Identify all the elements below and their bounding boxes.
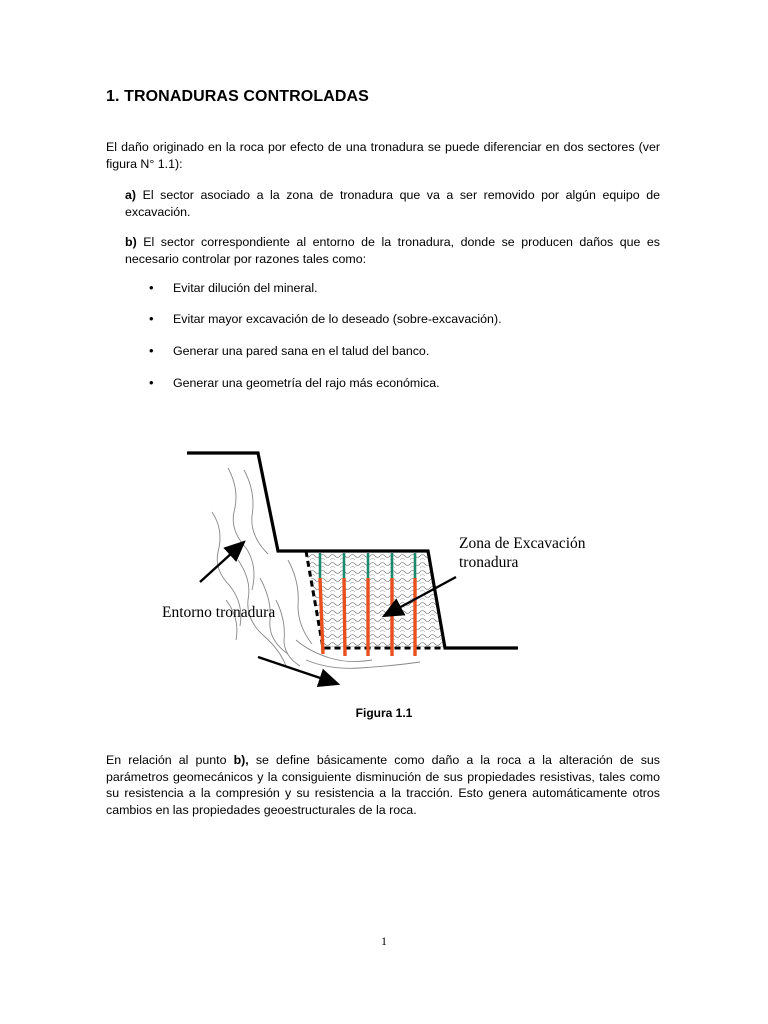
item-a-text: El sector asociado a la zona de tronadura que va a ser removido por algún equipo de excavación. (125, 188, 660, 219)
section-title: 1. TRONADURAS CONTROLADAS (106, 88, 369, 105)
item-b-text: El sector correspondiente al entorno de la tronadura, donde se producen daños que es necesario controlar por razones tales como: (125, 235, 660, 266)
item-a-label: a) (125, 188, 137, 202)
arrow-entorno-down (258, 657, 338, 684)
excavation-zone (306, 551, 445, 648)
bullet-icon: • (149, 343, 154, 358)
bullet-icon: • (149, 375, 154, 390)
item-b-label: b) (125, 235, 137, 249)
label-zona-line2: tronadura (459, 554, 519, 571)
closing-bold: b), (233, 753, 249, 767)
document-page: 1. TRONADURAS CONTROLADAS El daño originado en la roca por efecto de una tronadura se puede diferenciar en dos sectores (ver figura N° 1.1): a) El sector asociado a la zona de tronadura que va a ser removido por algún equipo de excavación. b) El sector correspondiente al entorno de la tronadura, donde se producen daños que es necesario controlar por razones tales como: • Evitar dilución del mineral. • Evitar mayor excavación de lo deseado (sobre-excavación). • Generar una pared sana en el talud del banco. • Generar una geometría del rajo más económica. Zona de Excavación tronadura Entorno tronadura Figura 1.1 En relación al punto b), se define básicamente como daño a la roca a la alteración de sus parámetros geomecánicos y la consiguiente disminución de sus propiedades resistivas, tales como su resistencia a la compresión y su resistencia a la tracción. Esto genera automáticamente otros cambios en las propiedades geoestructurales de la roca. 1 (0, 0, 768, 1024)
intro-paragraph: El daño originado en la roca por efecto de una tronadura se puede diferenciar en dos sectores (ver figura N° 1.1): (106, 140, 660, 171)
bullet-icon: • (149, 280, 154, 295)
page-number: 1 (381, 934, 387, 948)
label-zona-line1: Zona de Excavación (459, 535, 586, 552)
figure-caption: Figura 1.1 (355, 706, 413, 720)
bullet-icon: • (149, 311, 154, 326)
closing-paragraph: En relación al punto b), se define básicamente como daño a la roca a la alteración de sus parámetros geomecánicos y la consiguiente disminución de sus propiedades resistivas, tales como su resistencia a la compresión y su resistencia a la tracción. Esto genera automáticamente otros cambios en las propiedades geoestructurales de la roca. (106, 753, 660, 817)
label-entorno: Entorno tronadura (162, 604, 276, 621)
